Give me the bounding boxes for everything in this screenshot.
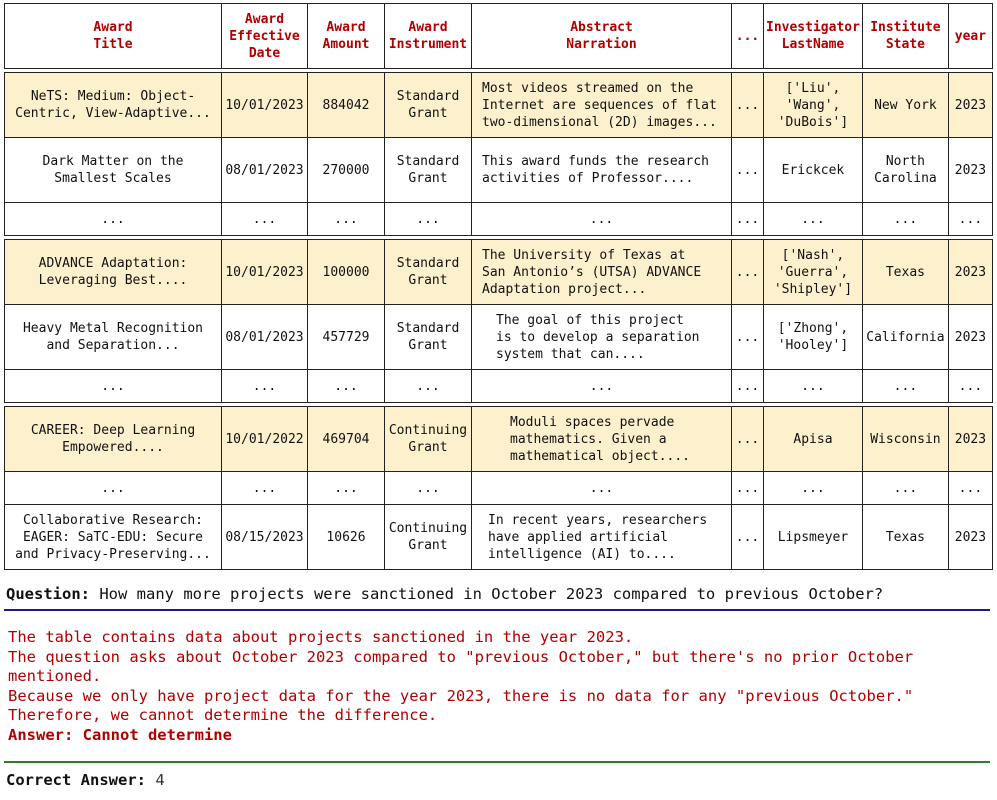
cell-state: California [862,305,948,370]
header-abstract-narration: Abstract Narration [472,4,732,69]
cell-effective-date: 08/15/2023 [222,505,308,570]
table-row-ellipsis [5,203,993,236]
cell-award-title: Collaborative Research: EAGER: SaTC-EDU: Secure and Privacy-Preserving... [5,505,222,570]
header-year: year [948,4,992,69]
cell-award-amount: 884042 [308,73,385,138]
cell-year: 2023 [948,505,992,570]
cell-abstract: Most videos streamed on the Internet are sequences of flat two-dimensional (2D) images... [472,73,732,138]
cell-year: 2023 [948,138,992,203]
cell-ellipsis: ... [732,73,764,138]
cell-award-title: ADVANCE Adaptation: Leveraging Best.... [5,240,222,305]
cell-ellipsis: ... [308,370,385,403]
cell-award-instrument: Continuing Grant [385,505,472,570]
cell-investigator: Erickcek [764,138,863,203]
table-row-ellipsis [5,370,993,403]
cell-ellipsis: ... [862,203,948,236]
table-row-ellipsis [5,472,993,505]
cell-award-instrument: Standard Grant [385,305,472,370]
cell-ellipsis: ... [948,370,992,403]
model-answer: Answer: Cannot determine [8,725,232,744]
cell-investigator: Apisa [764,407,863,472]
cell-investigator: ['Nash', 'Guerra', 'Shipley'] [764,240,863,305]
cell-investigator: ['Zhong', 'Hooley'] [764,305,863,370]
table-row [5,305,993,370]
cell-ellipsis: ... [732,370,764,403]
cell-ellipsis: ... [222,370,308,403]
cell-ellipsis: ... [764,370,863,403]
cell-year: 2023 [948,73,992,138]
cell-award-amount: 457729 [308,305,385,370]
cell-award-instrument: Continuing Grant [385,407,472,472]
cell-award-instrument: Standard Grant [385,138,472,203]
cell-ellipsis: ... [385,472,472,505]
cell-ellipsis: ... [732,138,764,203]
cell-ellipsis: ... [732,505,764,570]
cell-state: North Carolina [862,138,948,203]
table-row [5,505,993,570]
cell-award-instrument: Standard Grant [385,73,472,138]
cell-ellipsis: ... [862,370,948,403]
cell-ellipsis: ... [732,407,764,472]
divider-green [4,761,990,763]
cell-abstract: The University of Texas at San Antonio’s (UTSA) ADVANCE Adaptation project... [472,240,732,305]
cell-ellipsis: ... [385,370,472,403]
header-row [5,4,993,69]
cell-investigator: ['Liu', 'Wang', 'DuBois'] [764,73,863,138]
table-row [5,73,993,138]
header-award-instrument: Award Instrument [385,4,472,69]
cell-effective-date: 10/01/2023 [222,73,308,138]
cell-award-title: Dark Matter on the Smallest Scales [5,138,222,203]
cell-state: Texas [862,240,948,305]
model-reasoning [8,628,993,746]
cell-ellipsis: ... [764,203,863,236]
cell-ellipsis: ... [732,240,764,305]
cell-award-title: CAREER: Deep Learning Empowered.... [5,407,222,472]
question [6,584,991,604]
cell-abstract: This award funds the research activities of Professor.... [472,138,732,203]
cell-investigator: Lipsmeyer [764,505,863,570]
cell-ellipsis: ... [764,472,863,505]
header-institute-state: Institute State [862,4,948,69]
reasoning-line: Therefore, we cannot determine the difference. [8,706,438,725]
cell-ellipsis: ... [222,203,308,236]
header-award-title: Award Title [5,4,222,69]
header-award-amount: Award Amount [308,4,385,69]
cell-effective-date: 10/01/2022 [222,407,308,472]
cell-abstract: Moduli spaces pervade mathematics. Given a mathematical object.... [472,407,732,472]
reasoning-line: The table contains data about projects sanctioned in the year 2023. [8,628,634,646]
cell-award-amount: 100000 [308,240,385,305]
header-investigator-lastname: Investigator LastName [764,4,863,69]
cell-ellipsis: ... [862,472,948,505]
cell-ellipsis: ... [732,305,764,370]
cell-ellipsis: ... [5,472,222,505]
cell-state: Texas [862,505,948,570]
correct-answer-value: 4 [155,771,165,789]
header-effective-date: Award Effective Date [222,4,308,69]
cell-ellipsis: ... [472,370,732,403]
correct-answer-label: Correct Answer: [6,771,146,789]
cell-year: 2023 [948,305,992,370]
header-ellipsis: ... [732,4,764,69]
cell-ellipsis: ... [472,203,732,236]
cell-year: 2023 [948,407,992,472]
cell-state: Wisconsin [862,407,948,472]
cell-effective-date: 08/01/2023 [222,305,308,370]
cell-year: 2023 [948,240,992,305]
cell-ellipsis: ... [732,203,764,236]
cell-ellipsis: ... [385,203,472,236]
cell-ellipsis: ... [732,472,764,505]
cell-abstract: The goal of this project is to develop a separation system that can.... [472,305,732,370]
cell-effective-date: 10/01/2023 [222,240,308,305]
cell-ellipsis: ... [5,203,222,236]
question-label: Question: [6,585,90,603]
cell-award-amount: 469704 [308,407,385,472]
cell-state: New York [862,73,948,138]
cell-effective-date: 08/01/2023 [222,138,308,203]
award-data-table [4,3,993,570]
cell-award-amount: 270000 [308,138,385,203]
cell-ellipsis: ... [948,472,992,505]
reasoning-line: The question asks about October 2023 compared to "previous October," but there's no prior October [8,647,914,666]
cell-ellipsis: ... [308,203,385,236]
cell-award-title: Heavy Metal Recognition and Separation... [5,305,222,370]
correct-answer [6,770,165,790]
table-row [5,407,993,472]
question-text: How many more projects were sanctioned in October 2023 compared to previous October? [99,585,884,603]
cell-award-amount: 10626 [308,505,385,570]
cell-ellipsis: ... [222,472,308,505]
cell-award-instrument: Standard Grant [385,240,472,305]
cell-abstract: In recent years, researchers have applied artificial intelligence (AI) to.... [472,505,732,570]
table-row [5,240,993,305]
cell-ellipsis: ... [948,203,992,236]
reasoning-line: mentioned. [8,667,102,686]
table-row [5,138,993,203]
cell-ellipsis: ... [308,472,385,505]
reasoning-line: Because we only have project data for the year 2023, there is no data for any "previous October." [8,686,914,705]
cell-award-title: NeTS: Medium: Object- Centric, View-Adaptive... [5,73,222,138]
divider-blue [4,609,990,611]
cell-ellipsis: ... [5,370,222,403]
cell-ellipsis: ... [472,472,732,505]
